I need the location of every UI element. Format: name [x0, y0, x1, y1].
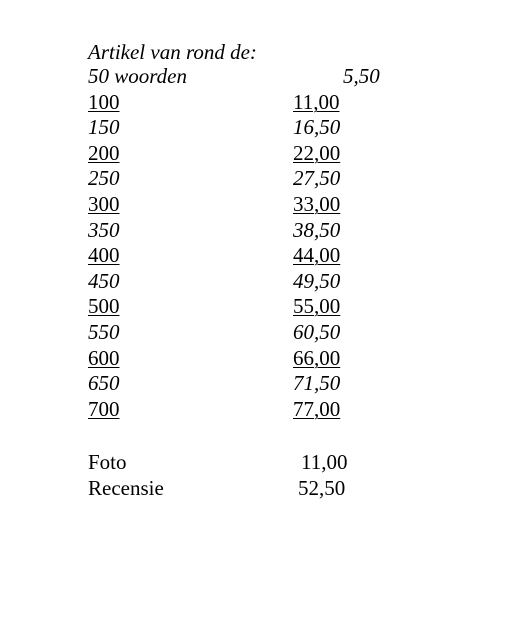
row-words: 550: [88, 320, 120, 344]
row-price: 55,00: [293, 294, 341, 318]
row-price: 60,50: [293, 320, 341, 344]
row-words: 250: [88, 166, 120, 190]
row-words: 350: [88, 218, 120, 242]
page-title: Artikel van rond de:: [88, 40, 257, 64]
row-words: 150: [88, 115, 120, 139]
row-words: 600: [88, 346, 120, 370]
row-words: 400: [88, 243, 120, 267]
row-price: 77,00: [293, 397, 341, 421]
extra-price: 11,00: [301, 450, 348, 474]
row-words: 300: [88, 192, 120, 216]
extra-label: Recensie: [88, 476, 164, 500]
row-words: 200: [88, 141, 120, 165]
row-price: 49,50: [293, 269, 341, 293]
row-price: 27,50: [293, 166, 341, 190]
row-price: 71,50: [293, 371, 341, 395]
row-words: 450: [88, 269, 120, 293]
row-price: 11,00: [293, 90, 340, 114]
extra-price: 52,50: [298, 476, 346, 500]
row-words: 100: [88, 90, 120, 114]
row-price: 33,00: [293, 192, 341, 216]
row-words: 500: [88, 294, 120, 318]
row-words: 50 woorden: [88, 64, 187, 88]
row-words: 650: [88, 371, 120, 395]
row-price: 66,00: [293, 346, 341, 370]
row-price: 38,50: [293, 218, 341, 242]
row-price: 16,50: [293, 115, 341, 139]
row-price: 44,00: [293, 243, 341, 267]
row-words: 700: [88, 397, 120, 421]
row-price: 5,50: [343, 64, 380, 88]
row-price: 22,00: [293, 141, 341, 165]
extra-label: Foto: [88, 450, 127, 474]
